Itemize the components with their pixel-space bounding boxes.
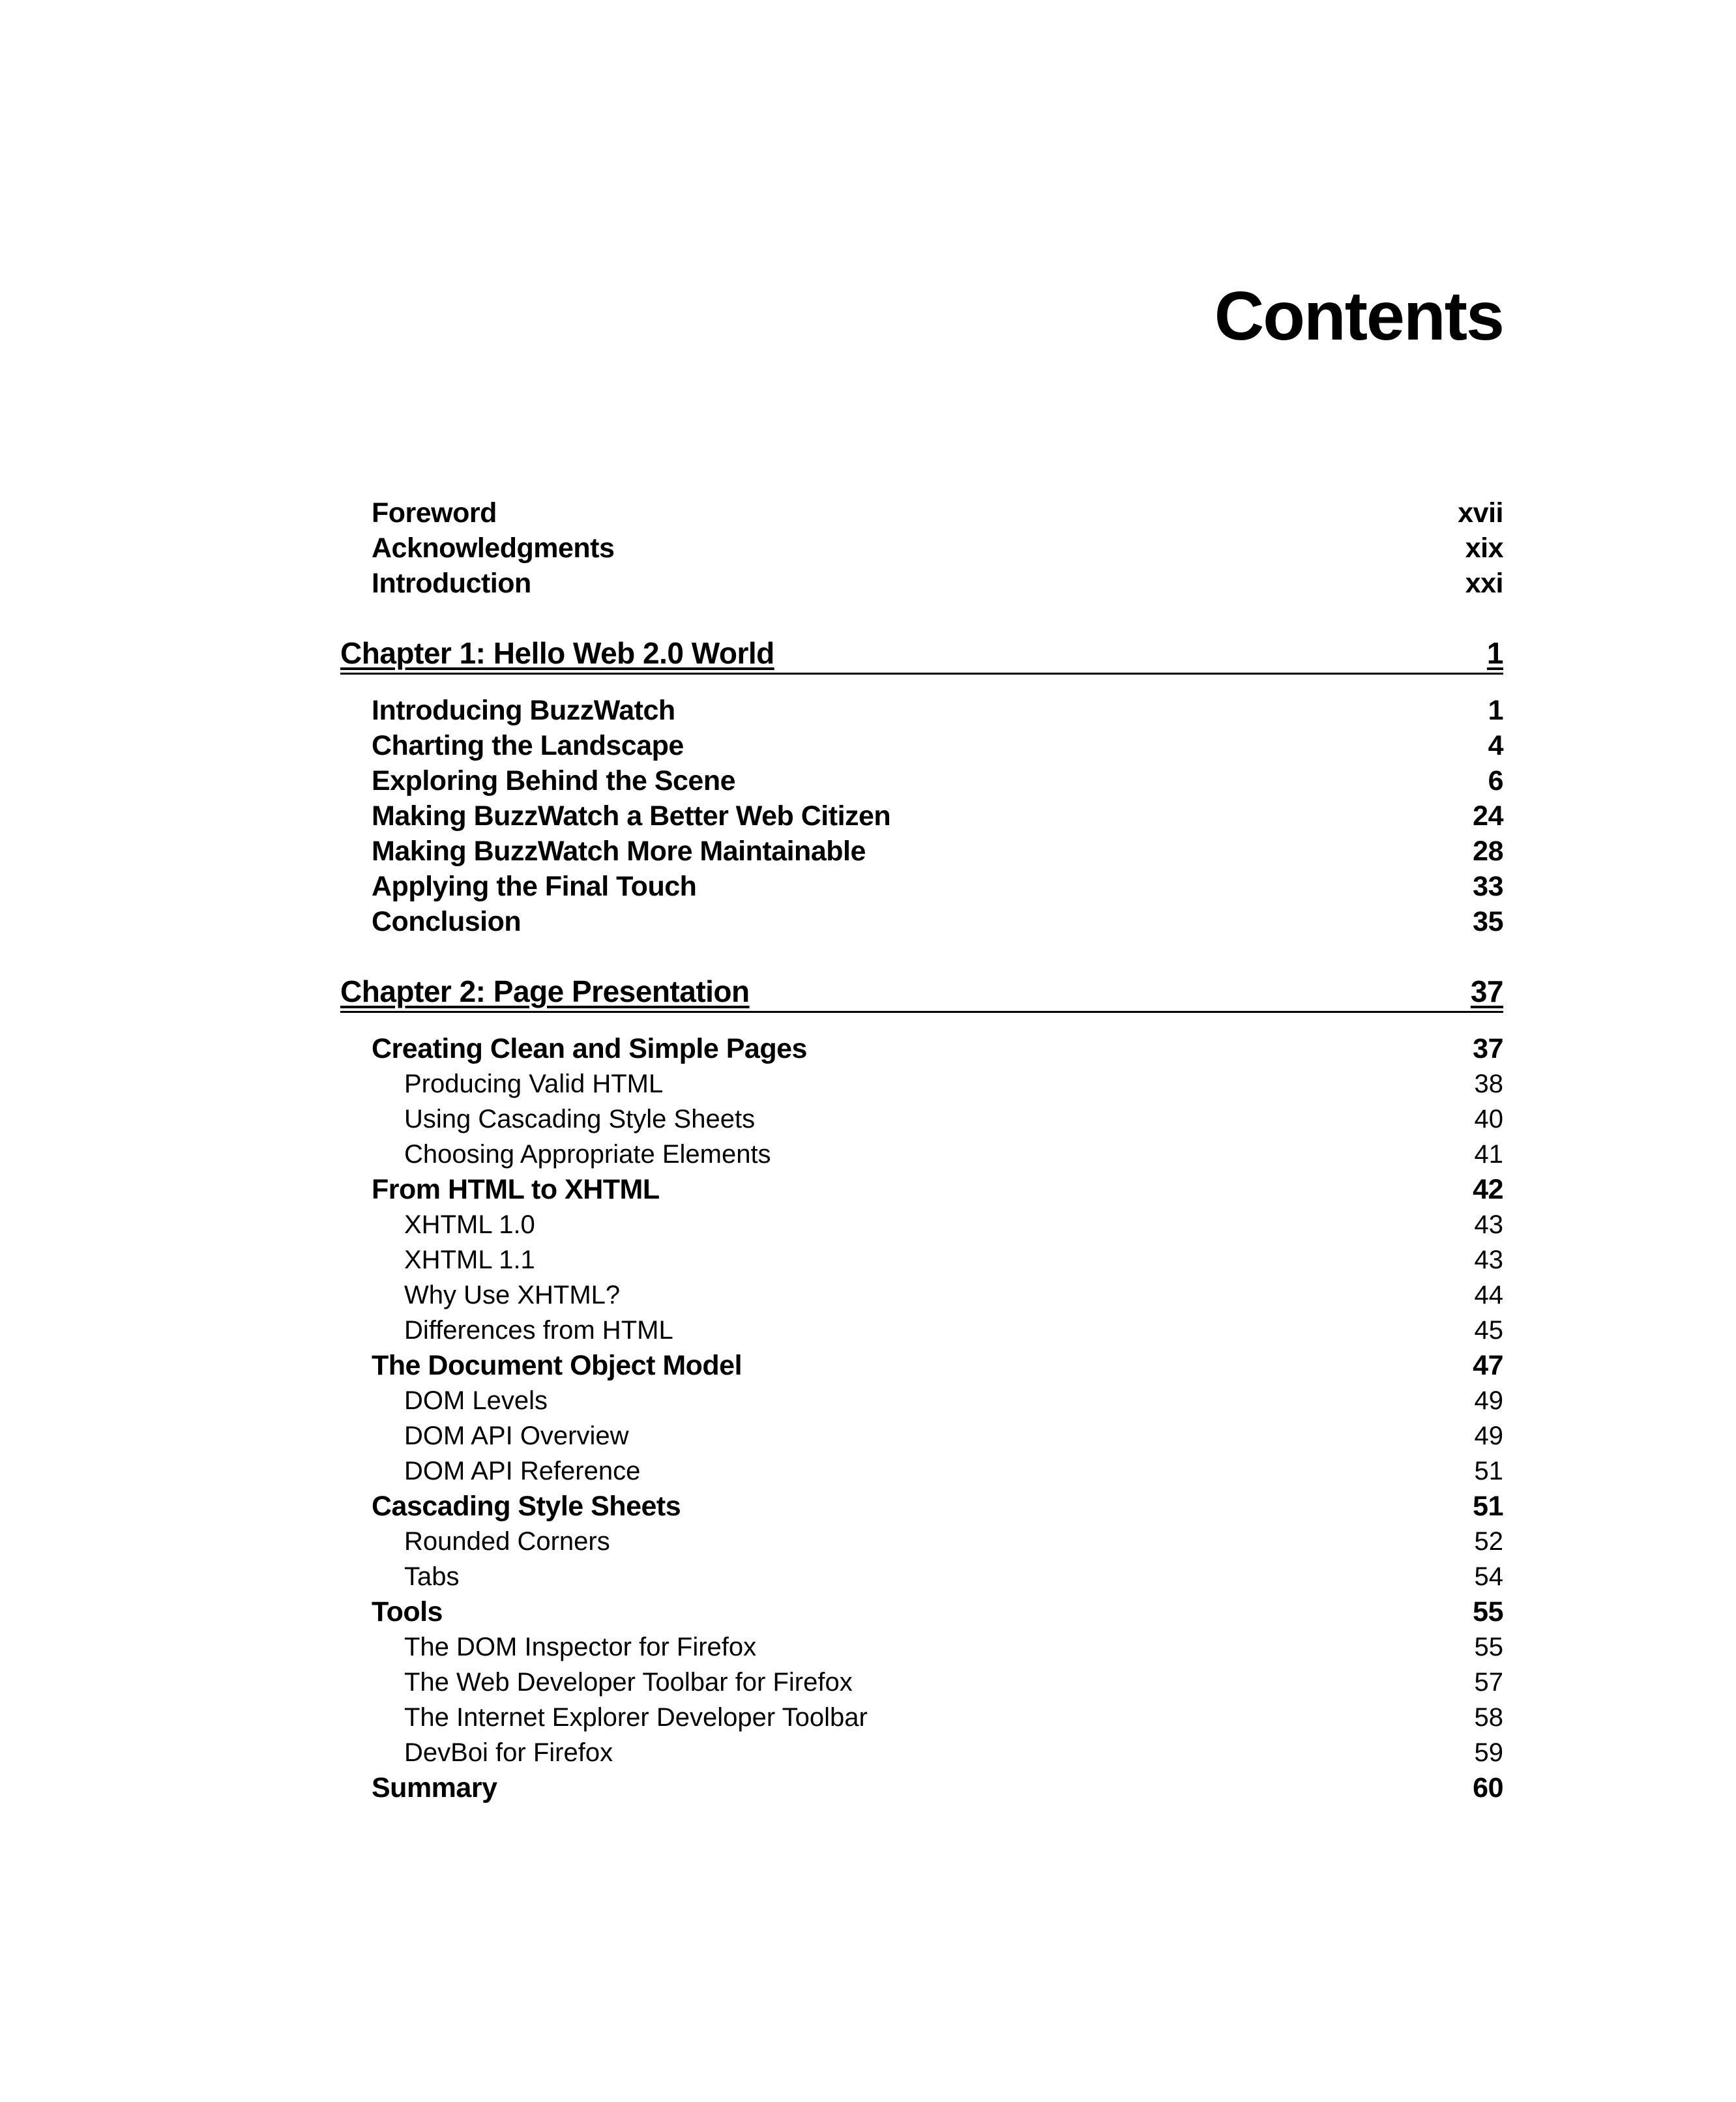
toc-section-entry-page-number: 42 bbox=[1473, 1174, 1503, 1205]
toc-subsection-entry-page-number: 52 bbox=[1474, 1527, 1503, 1556]
toc-section-entry[interactable] bbox=[340, 904, 1503, 939]
toc-subsection-entry[interactable] bbox=[340, 1102, 1503, 1137]
toc-section-entry-label: Introducing BuzzWatch bbox=[372, 695, 675, 726]
toc-section-entry-label: Making BuzzWatch More Maintainable bbox=[372, 836, 866, 867]
toc-section-entry-page-number: 55 bbox=[1473, 1596, 1503, 1628]
toc-subsection-entry[interactable] bbox=[340, 1700, 1503, 1735]
toc-section-entry-label: Applying the Final Touch bbox=[372, 871, 697, 902]
toc-section-entry-page-number: 24 bbox=[1473, 800, 1503, 832]
toc-subsection-entry-label: DOM API Overview bbox=[404, 1422, 629, 1450]
toc-front-matter-entry[interactable] bbox=[340, 566, 1503, 601]
toc-subsection-entry-page-number: 43 bbox=[1474, 1246, 1503, 1274]
toc-subsection-entry-label: DevBoi for Firefox bbox=[404, 1738, 613, 1767]
toc-section-entry-page-number: 1 bbox=[1488, 695, 1503, 726]
toc-front-matter-entry-label: Introduction bbox=[372, 568, 531, 599]
toc-section-entry-page-number: 33 bbox=[1473, 871, 1503, 902]
toc-subsection-entry[interactable] bbox=[340, 1207, 1503, 1242]
toc-chapter-heading-page-number: 1 bbox=[1486, 636, 1503, 670]
toc-subsection-entry-page-number: 40 bbox=[1474, 1105, 1503, 1133]
toc-section-entry[interactable] bbox=[340, 1348, 1503, 1383]
toc-front-matter-entry-label: Foreword bbox=[372, 497, 497, 529]
toc-front-matter-entry-page-number: xxi bbox=[1465, 568, 1503, 599]
toc-section-entry-page-number: 28 bbox=[1473, 836, 1503, 867]
toc-chapter-heading-label: Chapter 2: Page Presentation bbox=[340, 974, 750, 1008]
toc-subsection-entry-page-number: 49 bbox=[1474, 1386, 1503, 1415]
toc-section-entry[interactable] bbox=[340, 693, 1503, 728]
toc-section-entry[interactable] bbox=[340, 1489, 1503, 1524]
toc-subsection-entry[interactable] bbox=[340, 1313, 1503, 1348]
toc-front-matter-entry[interactable] bbox=[340, 495, 1503, 531]
toc-subsection-entry-label: Why Use XHTML? bbox=[404, 1281, 621, 1309]
toc-section-entry-label: Cascading Style Sheets bbox=[372, 1491, 681, 1522]
toc-subsection-entry[interactable] bbox=[340, 1453, 1503, 1489]
toc-subsection-entry[interactable] bbox=[340, 1559, 1503, 1594]
toc-section-entry-page-number: 60 bbox=[1473, 1772, 1503, 1803]
toc-subsection-entry-label: The Web Developer Toolbar for Firefox bbox=[404, 1668, 853, 1697]
toc-section-entry-label: Exploring Behind the Scene bbox=[372, 765, 736, 796]
toc-subsection-entry[interactable] bbox=[340, 1277, 1503, 1313]
toc-section-entry-label: Creating Clean and Simple Pages bbox=[372, 1033, 807, 1064]
toc-subsection-entry-label: Differences from HTML bbox=[404, 1316, 673, 1345]
toc-chapter-heading[interactable] bbox=[340, 634, 1503, 675]
toc-subsection-entry-label: Choosing Appropriate Elements bbox=[404, 1140, 771, 1169]
toc-subsection-entry-page-number: 58 bbox=[1474, 1703, 1503, 1732]
toc-subsection-entry-page-number: 41 bbox=[1474, 1140, 1503, 1169]
toc-subsection-entry-label: DOM API Reference bbox=[404, 1457, 641, 1485]
toc-section-entry[interactable] bbox=[340, 1770, 1503, 1805]
toc-section-entry-page-number: 37 bbox=[1473, 1033, 1503, 1064]
toc-section-entry-label: Summary bbox=[372, 1772, 497, 1803]
toc-subsection-entry-page-number: 38 bbox=[1474, 1070, 1503, 1098]
toc-subsection-entry-page-number: 45 bbox=[1474, 1316, 1503, 1345]
toc-section-entry[interactable] bbox=[340, 1594, 1503, 1629]
toc-front-matter-entry[interactable] bbox=[340, 531, 1503, 566]
toc-subsection-entry-page-number: 55 bbox=[1474, 1633, 1503, 1661]
toc-subsection-entry-page-number: 51 bbox=[1474, 1457, 1503, 1485]
toc-subsection-entry-page-number: 44 bbox=[1474, 1281, 1503, 1309]
toc-subsection-entry-label: DOM Levels bbox=[404, 1386, 548, 1415]
toc-section-entry-page-number: 4 bbox=[1488, 730, 1503, 761]
toc-subsection-entry[interactable] bbox=[340, 1137, 1503, 1172]
toc-subsection-entry-label: XHTML 1.0 bbox=[404, 1210, 535, 1239]
toc-front-matter-entry-page-number: xvii bbox=[1458, 497, 1503, 529]
toc-subsection-entry-label: XHTML 1.1 bbox=[404, 1246, 535, 1274]
page-title: Contents bbox=[1214, 278, 1503, 355]
toc-subsection-entry[interactable] bbox=[340, 1665, 1503, 1700]
toc-subsection-entry-page-number: 59 bbox=[1474, 1738, 1503, 1767]
toc-section-entry-page-number: 51 bbox=[1473, 1491, 1503, 1522]
toc-subsection-entry-label: Rounded Corners bbox=[404, 1527, 610, 1556]
toc-subsection-entry-page-number: 49 bbox=[1474, 1422, 1503, 1450]
toc-subsection-entry[interactable] bbox=[340, 1735, 1503, 1770]
toc-subsection-entry-page-number: 54 bbox=[1474, 1562, 1503, 1591]
toc-section-entry[interactable] bbox=[340, 798, 1503, 834]
toc-subsection-entry-label: The DOM Inspector for Firefox bbox=[404, 1633, 757, 1661]
contents-page bbox=[340, 0, 1503, 2102]
toc-section-entry-label: The Document Object Model bbox=[372, 1350, 743, 1381]
toc-section-entry-label: Making BuzzWatch a Better Web Citizen bbox=[372, 800, 891, 832]
toc-section-entry[interactable] bbox=[340, 869, 1503, 904]
toc-section-entry-page-number: 6 bbox=[1488, 765, 1503, 796]
toc-subsection-entry-page-number: 43 bbox=[1474, 1210, 1503, 1239]
toc-section-entry[interactable] bbox=[340, 1031, 1503, 1066]
toc-front-matter-entry-page-number: xix bbox=[1465, 533, 1503, 564]
toc-subsection-entry-label: The Internet Explorer Developer Toolbar bbox=[404, 1703, 868, 1732]
toc-section-entry[interactable] bbox=[340, 763, 1503, 798]
toc-section-entry-page-number: 35 bbox=[1473, 906, 1503, 937]
toc-subsection-entry-label: Tabs bbox=[404, 1562, 460, 1591]
toc-subsection-entry-page-number: 57 bbox=[1474, 1668, 1503, 1697]
toc-subsection-entry-label: Using Cascading Style Sheets bbox=[404, 1105, 756, 1133]
toc-subsection-entry[interactable] bbox=[340, 1242, 1503, 1277]
toc-subsection-entry[interactable] bbox=[340, 1524, 1503, 1559]
toc-section-entry-page-number: 47 bbox=[1473, 1350, 1503, 1381]
toc-subsection-entry[interactable] bbox=[340, 1383, 1503, 1418]
toc-chapter-heading-page-number: 37 bbox=[1470, 974, 1503, 1008]
toc-section-entry-label: Charting the Landscape bbox=[372, 730, 684, 761]
toc-subsection-entry-label: Producing Valid HTML bbox=[404, 1070, 664, 1098]
toc-subsection-entry[interactable] bbox=[340, 1418, 1503, 1453]
toc-section-entry[interactable] bbox=[340, 728, 1503, 763]
toc-section-entry-label: Tools bbox=[372, 1596, 443, 1628]
table-of-contents bbox=[340, 495, 1503, 1805]
toc-section-entry-label: From HTML to XHTML bbox=[372, 1174, 660, 1205]
toc-chapter-heading-label: Chapter 1: Hello Web 2.0 World bbox=[340, 636, 774, 670]
toc-front-matter-entry-label: Acknowledgments bbox=[372, 533, 615, 564]
toc-section-entry-label: Conclusion bbox=[372, 906, 522, 937]
toc-chapter-heading[interactable] bbox=[340, 972, 1503, 1013]
toc-subsection-entry[interactable] bbox=[340, 1629, 1503, 1665]
toc-section-entry[interactable] bbox=[340, 834, 1503, 869]
toc-subsection-entry[interactable] bbox=[340, 1066, 1503, 1102]
toc-section-entry[interactable] bbox=[340, 1172, 1503, 1207]
